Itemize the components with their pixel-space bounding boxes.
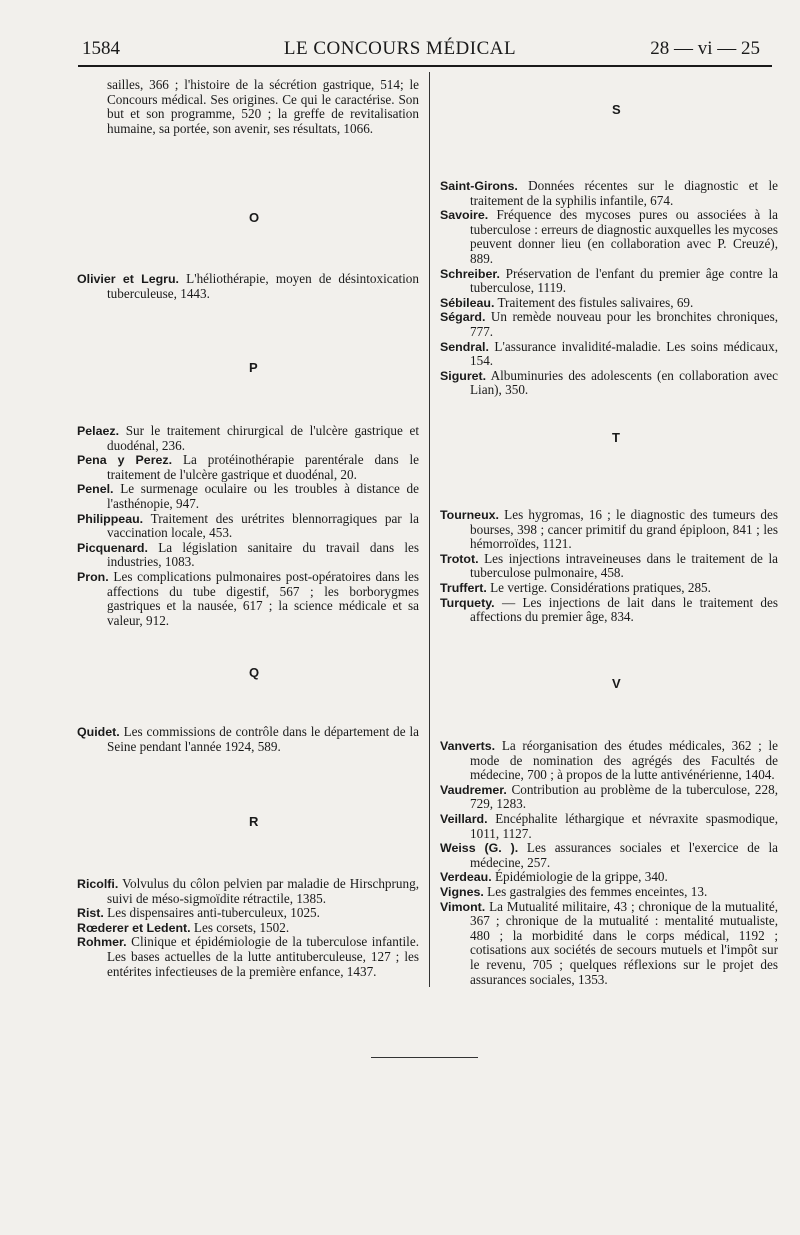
author-name: Sébileau.	[440, 295, 495, 310]
author-name: Saint-Girons.	[440, 179, 518, 193]
author-name: Vimont.	[440, 899, 486, 914]
entry-text: Les injections intraveineuses dans le traitement de la tuberculose pulmonaire, 458.	[470, 550, 778, 581]
entry-text: Les hygromas, 16 ; le diagnostic des tumeurs des bourses, 398 ; cancer primitif du grand épiploon, 841 ; les hémorroïdes, 1121.	[470, 507, 778, 552]
index-entry	[77, 272, 419, 301]
index-entry	[440, 340, 778, 369]
section-r-entries	[77, 877, 419, 979]
continuation-entry: sailles, 366 ; l'histoire de la sécrétion gastrique, 514; le Concours médical. Ses origines. Ce qui le caractérise. Son but et son programme, 520 ; la greffe de revitalisation humaine, sa portée, son avenir, ses résultats, 1066.	[107, 77, 419, 136]
entry-text: Traitement des fistules salivaires, 69.	[497, 294, 694, 310]
author-name: Pelaez.	[77, 424, 120, 438]
author-name: Ricolfi.	[77, 877, 119, 891]
entry-text: Données récentes sur le diagnostic et le traitement de la syphilis infantile, 674.	[470, 178, 779, 208]
entry-text: Les commissions de contrôle dans le département de la Seine pendant l'année 1924, 589.	[107, 724, 419, 754]
entry-text: Les assurances sociales et l'exercice de la médecine, 257.	[470, 840, 778, 870]
entry-text: La protéinothérapie parentérale dans le traitement de l'ulcère gastrique et duodénal, 20.	[107, 452, 420, 482]
index-entry	[440, 596, 778, 625]
entry-text: Épidémiologie de la grippe, 340.	[494, 869, 668, 885]
author-name: Philippeau.	[77, 511, 144, 526]
index-entry	[440, 900, 778, 988]
index-entry	[440, 267, 778, 296]
entry-text: Volvulus du côlon pelvien par maladie de Hirschprung, suivi de méso-sigmoïdite rétractile, 1385.	[107, 876, 419, 906]
index-entry	[77, 906, 419, 921]
entry-text: — Les injections de lait dans le traitement des affections du premier âge, 834.	[470, 594, 779, 625]
entry-text: Les dispensaires anti-tuberculeux, 1025.	[107, 905, 320, 921]
author-name: Sendral.	[440, 339, 489, 354]
index-entry	[440, 179, 778, 208]
entry-text: Albuminuries des adolescents (en collaboration avec Lian), 350.	[470, 367, 778, 398]
author-name: Pron.	[77, 569, 109, 584]
header-rule	[78, 65, 772, 67]
section-letter-v: V	[612, 676, 621, 691]
author-name: Vignes.	[440, 884, 484, 899]
author-name: Verdeau.	[440, 870, 492, 885]
author-name: Olivier et Legru.	[77, 272, 179, 286]
entry-text: Le vertige. Considérations pratiques, 285.	[490, 579, 711, 595]
author-name: Rœderer et Ledent.	[77, 920, 191, 935]
index-entry	[440, 552, 778, 581]
entry-text: La réorganisation des études médicales, 362 ; le mode de nomination des agrégés des Facultés de médecine, 700 ; à propos de la lutte antivénérienne, 1404.	[470, 738, 779, 783]
issue-date: 28 — vi — 25	[650, 38, 760, 59]
author-name: Savoire.	[440, 208, 489, 223]
entry-text: Sur le traitement chirurgical de l'ulcère gastrique et duodénal, 236.	[107, 423, 419, 453]
author-name: Trotot.	[440, 551, 479, 566]
author-name: Rohmer.	[77, 935, 127, 950]
section-v-entries	[440, 739, 778, 987]
section-letter-o: O	[249, 210, 260, 225]
closing-rule	[371, 1057, 478, 1058]
entry-text: Préservation de l'enfant du premier âge contre la tuberculose, 1119.	[470, 265, 778, 296]
index-entry	[77, 453, 419, 482]
index-entry	[440, 581, 778, 596]
section-t-entries	[440, 508, 778, 625]
left-continuation-block	[77, 78, 419, 136]
index-entry	[77, 921, 419, 936]
entry-text: Un remède nouveau pour les bronchites chroniques, 777.	[470, 309, 778, 339]
entry-text: Les complications pulmonaires post-opératoires dans les affections du tube digestif, 567 ; les borborygmes gastriques et la nausée, 617 ; la science médicale et sa valeur, 912.	[107, 568, 420, 628]
author-name: Truffert.	[440, 580, 487, 595]
index-entry	[77, 877, 419, 906]
author-name: Rist.	[77, 906, 104, 921]
index-entry	[440, 369, 778, 398]
entry-text: L'assurance invalidité-maladie. Les soins médicaux, 154.	[470, 338, 779, 369]
index-entry	[440, 208, 778, 266]
author-name: Quidet.	[77, 725, 120, 739]
index-entry	[77, 482, 419, 511]
author-name: Tourneux.	[440, 508, 499, 522]
index-entry	[77, 935, 419, 979]
author-name: Vaudremer.	[440, 782, 507, 797]
entry-text: Clinique et épidémiologie de la tuberculose infantile. Les bases actuelles de la lutte antituberculeuse, 127 ; les entérites infectieuses de la première enfance, 1437.	[107, 934, 419, 979]
index-entry	[440, 739, 778, 783]
index-entry	[77, 512, 419, 541]
index-entry	[440, 841, 778, 870]
index-entry	[440, 885, 778, 900]
entry-text: Fréquence des mycoses pures ou associées à la tuberculose : erreurs de diagnostic auxquelles les mycoses peuvent donner lieu (en collaboration avec P. Creuzé), 889.	[470, 207, 779, 266]
journal-title: LE CONCOURS MÉDICAL	[283, 38, 517, 59]
column-divider	[429, 72, 430, 987]
index-entry	[440, 783, 778, 812]
section-letter-p: P	[249, 360, 258, 375]
section-letter-r: R	[249, 814, 259, 829]
section-letter-q: Q	[249, 665, 260, 680]
index-entry	[77, 725, 419, 754]
author-name: Siguret.	[440, 368, 487, 383]
index-entry	[77, 570, 419, 628]
entry-text: Les gastralgies des femmes enceintes, 13.	[487, 883, 708, 899]
index-entry	[440, 812, 778, 841]
entry-text: Contribution au problème de la tuberculose, 228, 729, 1283.	[470, 781, 779, 812]
index-entry	[440, 296, 778, 311]
entry-text: La Mutualité militaire, 43 ; chronique de la mutualité, 367 ; chronique de la mutualité : mentalité mutualiste, 480 ; la morbidité dans le corps médical, 1192 ; cotisations aux sociétés de secours mutuels et l'impôt sur le revenu, 705 ; quelques réflexions sur le projet des assurances sociales, 1353.	[470, 898, 778, 987]
author-name: Picquenard.	[77, 540, 148, 555]
page-header	[0, 38, 800, 64]
author-name: Ségard.	[440, 310, 486, 325]
author-name: Schreiber.	[440, 266, 500, 281]
entry-text: L'héliothérapie, moyen de désintoxication tuberculeuse, 1443.	[107, 271, 419, 301]
section-q-entries	[77, 725, 419, 754]
author-name: Weiss (G. ).	[440, 841, 519, 856]
entry-text: La législation sanitaire du travail dans les industries, 1083.	[107, 539, 419, 570]
section-s-entries	[440, 179, 778, 398]
entry-text: Encéphalite léthargique et névraxite spasmodique, 1011, 1127.	[470, 810, 778, 841]
section-letter-s: S	[612, 102, 621, 117]
index-entry	[440, 508, 778, 552]
page-number: 1584	[82, 38, 120, 59]
author-name: Turquety.	[440, 595, 495, 610]
author-name: Penel.	[77, 482, 114, 497]
index-entry	[77, 541, 419, 570]
entry-text: Traitement des urétrites blennorragiques par la vaccination locale, 453.	[107, 510, 419, 541]
author-name: Veillard.	[440, 811, 488, 826]
section-o-entries	[77, 272, 419, 301]
author-name: Vanverts.	[440, 739, 496, 753]
index-entry	[440, 310, 778, 339]
entry-text: Le surmenage oculaire ou les troubles à distance de l'asthénopie, 947.	[107, 481, 420, 511]
section-letter-t: T	[612, 430, 620, 445]
entry-text: Les corsets, 1502.	[193, 919, 290, 935]
index-entry	[77, 424, 419, 453]
section-p-entries	[77, 424, 419, 628]
author-name: Pena y Perez.	[77, 453, 173, 468]
index-entry	[440, 870, 778, 885]
